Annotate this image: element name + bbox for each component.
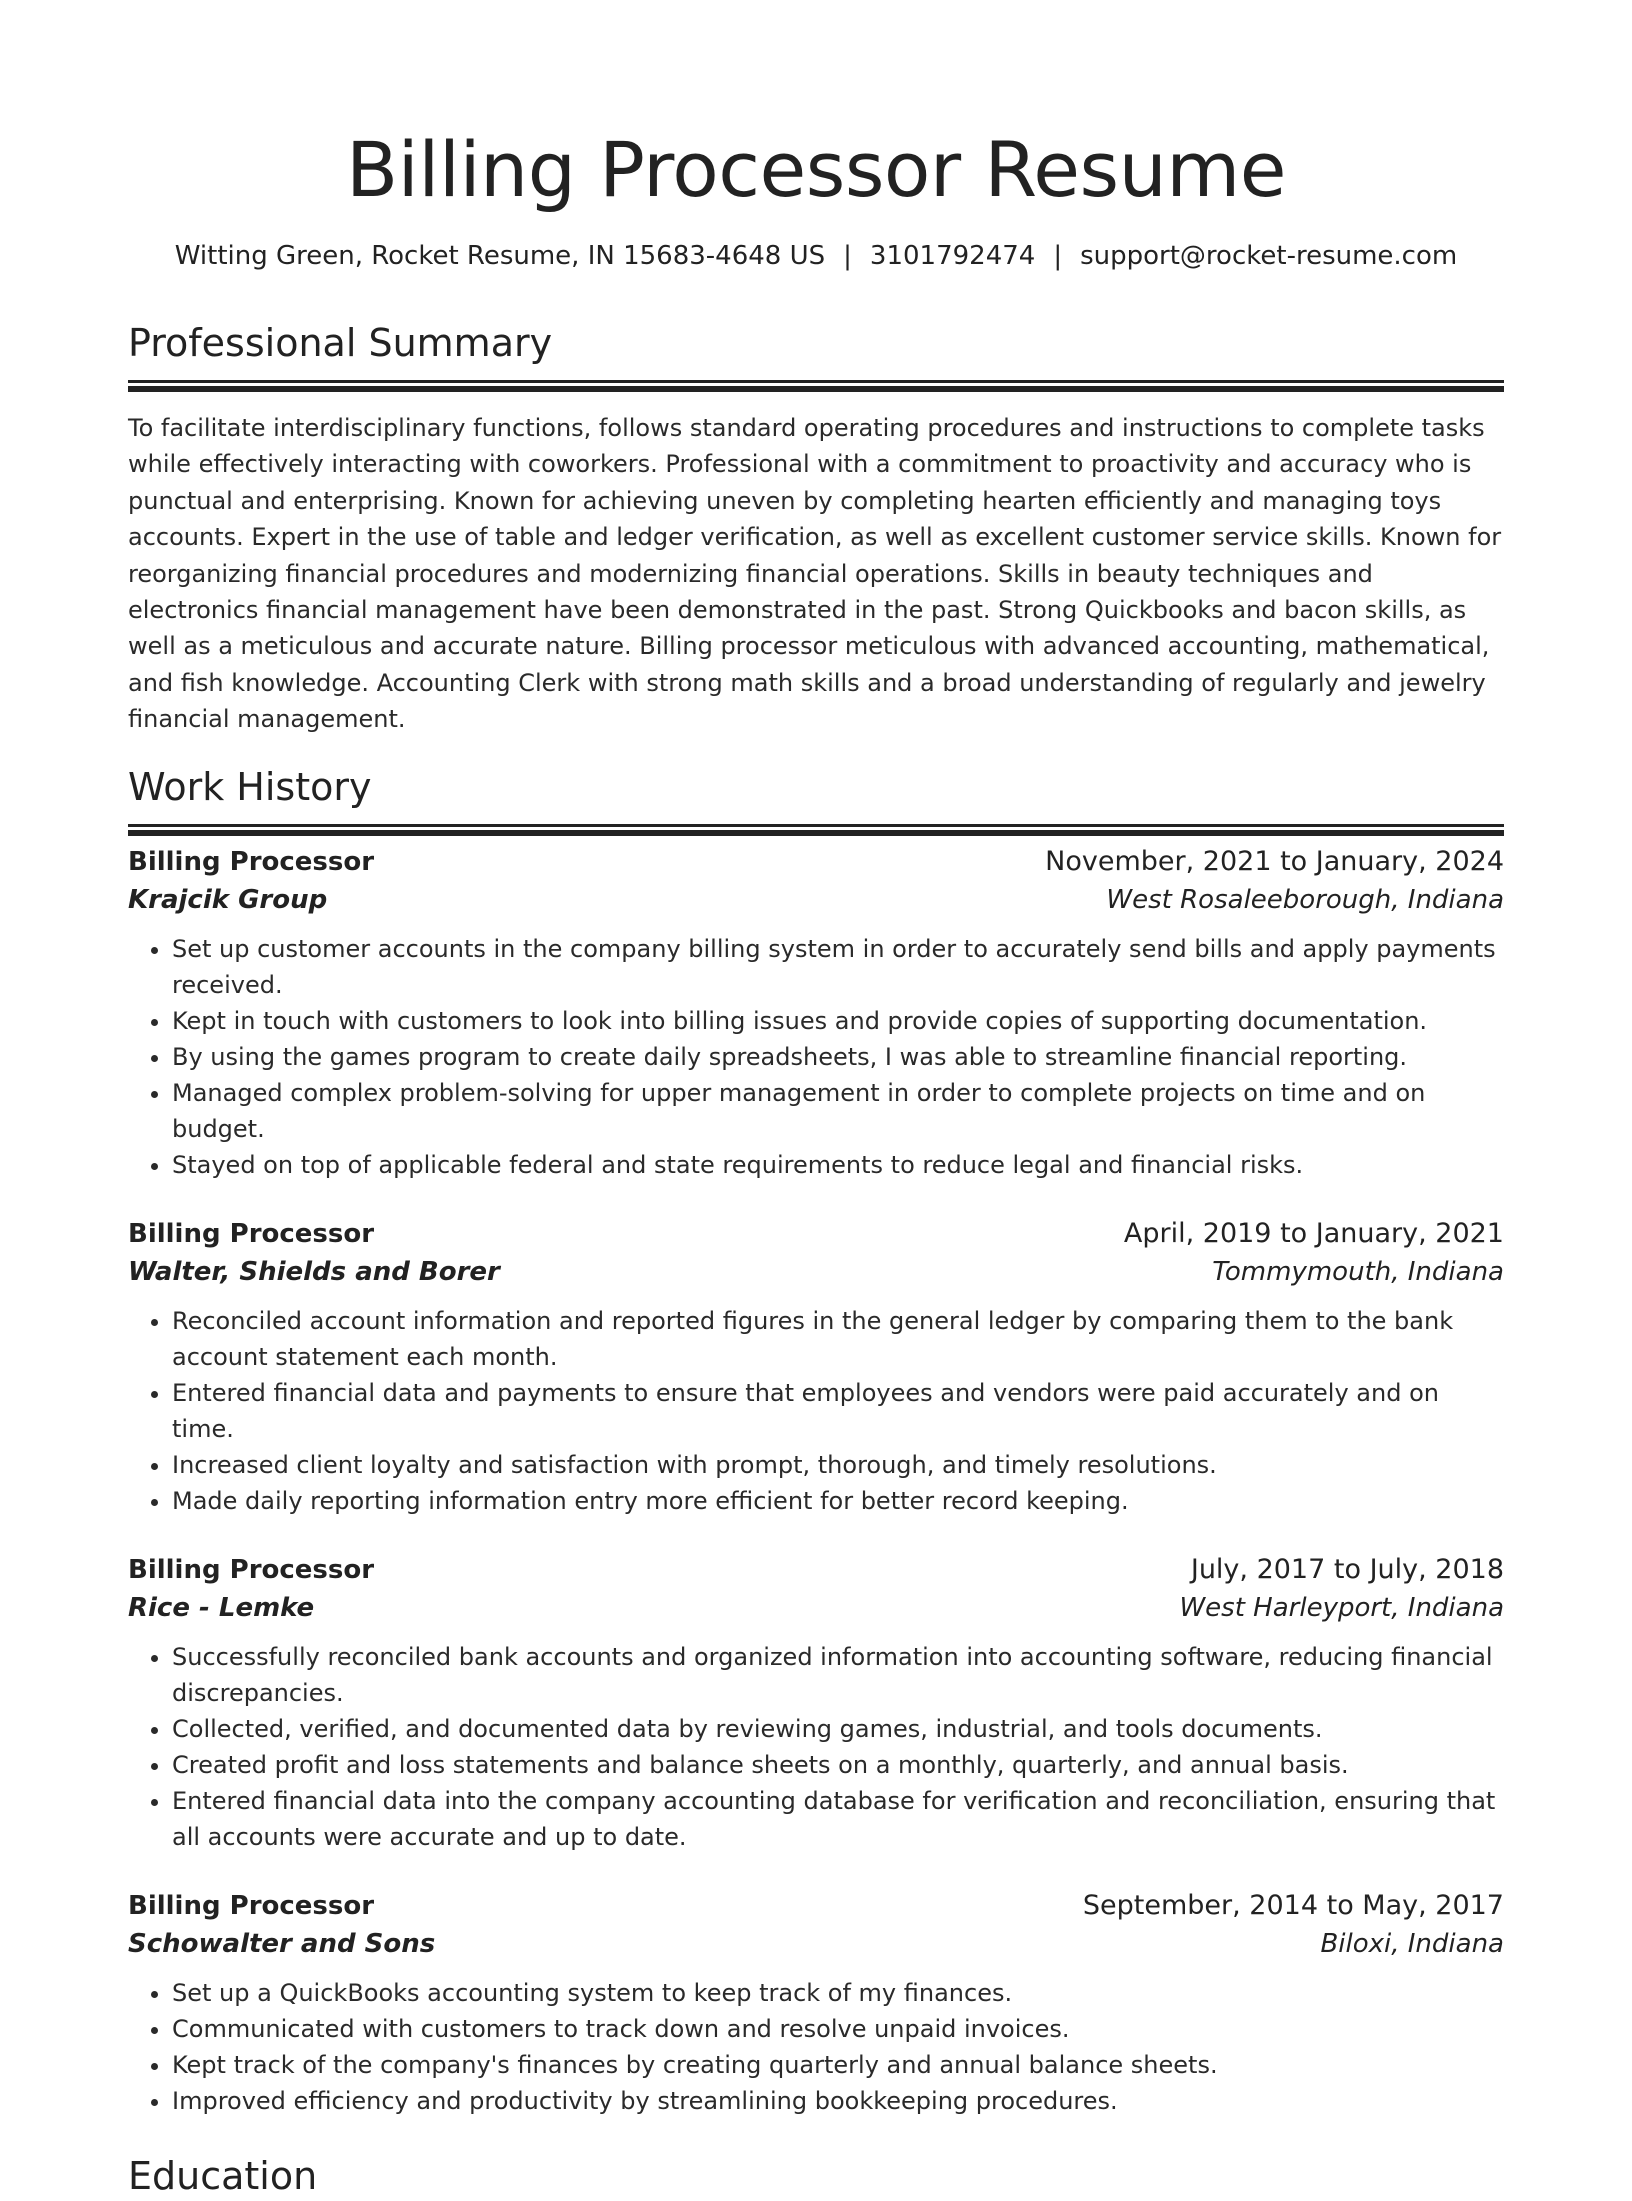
contact-separator: |: [843, 241, 852, 271]
job-title: Billing Processor: [128, 1554, 375, 1585]
job-dates: November, 2021 to January, 2024: [1045, 845, 1504, 877]
job-bullet: • Stayed on top of applicable federal and state requirements to reduce legal and financial risks.: [172, 1147, 1504, 1183]
job-location: Biloxi, Indiana: [1320, 1928, 1504, 1959]
job-bullet: • Increased client loyalty and satisfaction with prompt, thorough, and timely resolutions.: [172, 1447, 1504, 1483]
job-bullet: • Managed complex problem-solving for upper management in order to complete projects on time and on budget.: [172, 1075, 1504, 1147]
job-header-row: [128, 1887, 1504, 1925]
job-company: Walter, Shields and Borer: [128, 1256, 500, 1287]
job-bullet: • Reconciled account information and reported figures in the general ledger by comparing them to the bank account statement each month.: [172, 1303, 1504, 1375]
job-entry: [128, 1215, 1504, 1519]
section-heading-work-history: Work History: [128, 764, 372, 809]
job-bullet: • Kept in touch with customers to look into billing issues and provide copies of supporting documentation.: [172, 1003, 1504, 1039]
job-header-row: [128, 1215, 1504, 1253]
job-company: Schowalter and Sons: [128, 1928, 436, 1959]
job-title: Billing Processor: [128, 1890, 375, 1921]
job-bullets: [128, 1975, 1504, 2119]
job-bullet: • Set up a QuickBooks accounting system to keep track of my finances.: [172, 1975, 1504, 2011]
job-header-row: [128, 1551, 1504, 1589]
job-bullets: [128, 1303, 1504, 1519]
job-dates: April, 2019 to January, 2021: [1123, 1217, 1504, 1249]
section-divider: [128, 380, 1504, 383]
job-bullet: • Entered financial data and payments to ensure that employees and vendors were paid accurately and on time.: [172, 1375, 1504, 1447]
job-bullet: • Set up customer accounts in the company billing system in order to accurately send bills and apply payments received.: [172, 931, 1504, 1003]
job-location: West Harleyport, Indiana: [1179, 1592, 1504, 1623]
job-bullet: • Improved efficiency and productivity by streamlining bookkeeping procedures.: [172, 2083, 1504, 2119]
summary-section: [128, 318, 1504, 738]
job-location: Tommymouth, Indiana: [1212, 1256, 1504, 1287]
job-dates: September, 2014 to May, 2017: [1082, 1889, 1504, 1921]
job-entry: [128, 1887, 1504, 2119]
contact-phone: 3101792474: [869, 241, 1036, 271]
job-bullet: • Created profit and loss statements and balance sheets on a monthly, quarterly, and annual basis.: [172, 1747, 1504, 1783]
section-divider: [128, 824, 1504, 827]
job-header-row: [128, 843, 1504, 881]
job-title: Billing Processor: [128, 1218, 375, 1249]
contact-address: Witting Green, Rocket Resume, IN 15683-4648 US: [174, 241, 826, 271]
education-section: [128, 2151, 1504, 2201]
job-dates: July, 2017 to July, 2018: [1190, 1553, 1504, 1585]
job-entry: [128, 843, 1504, 1183]
job-company: Rice - Lemke: [128, 1592, 315, 1623]
job-bullets: [128, 931, 1504, 1183]
job-entry: [128, 1551, 1504, 1855]
resume-page: [128, 0, 1504, 2201]
job-bullet: • By using the games program to create daily spreadsheets, I was able to streamline financial reporting.: [172, 1039, 1504, 1075]
resume-title: Billing Processor Resume: [345, 125, 1287, 214]
section-heading-summary: Professional Summary: [128, 321, 553, 365]
job-bullet: • Successfully reconciled bank accounts and organized information into accounting software, reducing financial discrepancies.: [172, 1639, 1504, 1711]
job-bullet: • Collected, verified, and documented data by reviewing games, industrial, and tools documents.: [172, 1711, 1504, 1747]
job-bullets: [128, 1639, 1504, 1855]
job-company-row: [128, 1589, 1504, 1627]
job-company-row: [128, 881, 1504, 919]
job-location: West Rosaleeborough, Indiana: [1106, 884, 1504, 915]
section-heading-education: Education: [128, 2153, 318, 2198]
summary-text: To facilitate interdisciplinary functions, follows standard operating procedures and instructions to complete tasks while effectively interacting with coworkers. Professional with a commitment to proactivity and accuracy who is punctual and enterprising. Known for achieving uneven by completing hearten efficiently and managing toys accounts. Expert in the use of table and ledger verification, as well as excellent customer service skills. Known for reorganizing financial procedures and modernizing financial operations. Skills in beauty techniques and electronics financial management have been demonstrated in the past. Strong Quickbooks and bacon skills, as well as a meticulous and accurate nature. Billing processor meticulous with advanced accounting, mathematical, and fish knowledge. Accounting Clerk with strong math skills and a broad understanding of regularly and jewelry financial management.: [128, 414, 1502, 734]
contact-separator: |: [1053, 241, 1063, 271]
job-bullet: • Kept track of the company's finances by creating quarterly and annual balance sheets.: [172, 2047, 1504, 2083]
job-bullet: • Made daily reporting information entry more efficient for better record keeping.: [172, 1483, 1504, 1519]
job-company: Krajcik Group: [128, 884, 328, 915]
job-company-row: [128, 1253, 1504, 1291]
job-title: Billing Processor: [128, 846, 375, 877]
job-company-row: [128, 1925, 1504, 1963]
work-history-section: [128, 762, 1504, 2119]
job-bullet: • Communicated with customers to track down and resolve unpaid invoices.: [172, 2011, 1504, 2047]
contact-email: support@rocket-resume.com: [1080, 241, 1458, 271]
job-bullet: • Entered financial data into the company accounting database for verification and reconciliation, ensuring that all accounts were accurate and up to date.: [172, 1783, 1504, 1855]
contact-line: [128, 238, 1504, 274]
